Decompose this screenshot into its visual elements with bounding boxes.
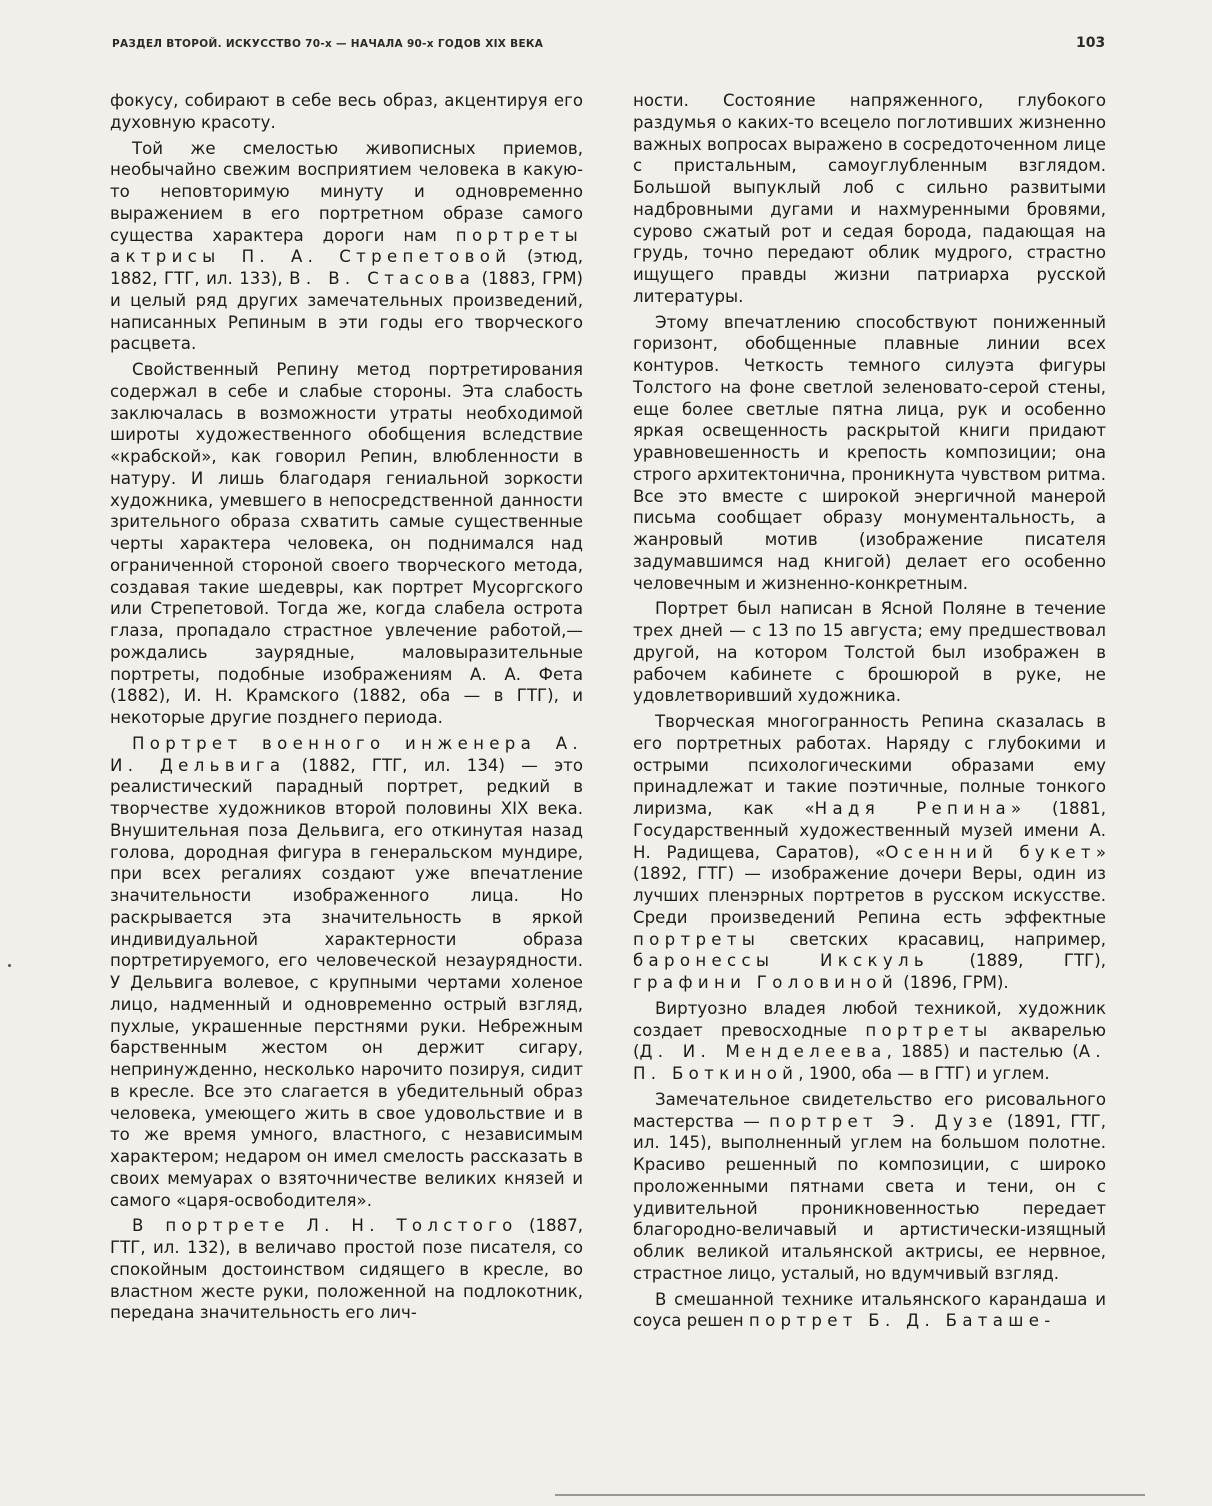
- paragraph: [633, 90, 1106, 308]
- paragraph: [110, 359, 583, 729]
- paragraph: [110, 733, 583, 1212]
- scan-speck: [8, 964, 11, 967]
- bottom-rule: [555, 1494, 1145, 1496]
- text-run: акварелью (: [633, 1020, 1107, 1062]
- text-run: светских красавиц, например,: [760, 929, 1106, 949]
- spaced-emphasis: Надя Репина: [814, 799, 1011, 818]
- text-run: » (1881, Государственный художественный музей имени А. Н. Радищева, Саратов), «: [633, 799, 1106, 862]
- paragraph: [633, 598, 1106, 707]
- spaced-emphasis: баронессы Икскуль: [633, 951, 930, 971]
- spaced-emphasis: портрет Б. Д. Баташе-: [748, 1311, 1056, 1331]
- spaced-emphasis: А. П. Боткиной: [633, 1042, 1106, 1083]
- spaced-emphasis: В портрете Л. Н. Толстого: [132, 1216, 518, 1236]
- spaced-emphasis: Д. И. Менделеева: [639, 1042, 887, 1062]
- text-run: » (1892, ГТГ) — изображение дочери Веры, один из лучших пленэрных портретов в русском искусстве. Среди произведений Репина есть эффектные: [633, 842, 1106, 927]
- spaced-emphasis: портрет Э. Дузе: [769, 1111, 998, 1131]
- text-run: Той же смелостью живописных приемов, необычайно свежим восприятием человека в какую-то неповторимую минуту и одновременно выражением в его портретном образе самого существа характера дороги нам: [110, 138, 583, 245]
- text-run: , 1900, оба — в ГТГ) и углем.: [798, 1064, 1050, 1083]
- text-run: Творческая многогранность Репина сказалась в его портретных работах. Наряду с глубокими и острыми психологическими образами ему принадлежат и такие поэтичные, полные тонкого лиризма, как «: [633, 712, 1106, 818]
- running-head: РАЗДЕЛ ВТОРОЙ. ИСКУССТВО 70-х — НАЧАЛА 90-х ГОДОВ XIX ВЕКА: [112, 38, 544, 50]
- paragraph: [633, 312, 1106, 595]
- text-run: (1889, ГТГ),: [929, 951, 1106, 971]
- paragraph: [110, 1215, 583, 1324]
- text-run: (этюд, 1882, ГТГ, ил. 133),: [110, 247, 583, 288]
- paragraph: [633, 1089, 1106, 1285]
- left-text-column: [110, 90, 583, 1328]
- spaced-emphasis: Осенний букет: [885, 842, 1096, 862]
- text-run: , 1885) и пастелью (: [886, 1042, 1079, 1062]
- right-text-column: [633, 90, 1106, 1336]
- text-run: Виртуозно владея любой техникой, художник создает превосходные: [633, 998, 1106, 1040]
- page-number: 103: [1076, 35, 1106, 51]
- text-run: (1896, ГРМ).: [897, 973, 1009, 992]
- spaced-emphasis: В. В. Стасова: [289, 269, 476, 288]
- paragraph: [110, 90, 583, 134]
- text-run: (1883, ГРМ) и целый ряд других замечательных произведений, написанных Репиным в эти годы его творческого расцвета.: [110, 269, 583, 354]
- text-run: (1891, ГТГ, ил. 145), выполненный углем на большом полотне. Красиво решенный по композиции, с широко проложенными пятнами света и тени, он с удивительной проникновенностью передает благородно-величавый и артистически-изящный облик великой итальянской актрисы, ее нервное, страстное лицо, усталый, но вдумчивый взгляд.: [633, 1111, 1106, 1283]
- spaced-emphasis: портреты: [633, 929, 761, 949]
- spaced-emphasis: портреты: [865, 1020, 993, 1040]
- text-run: Замечательное свидетельство его рисовального мастерства —: [633, 1089, 1106, 1131]
- text-run: фокусу, собирают в себе весь образ, акцентируя его духовную красоту.: [110, 91, 583, 132]
- text-run: (1887, ГТГ, ил. 132), в величаво простой позе писателя, со спокойным достоинством сидящего в кресле, во властном жесте руки, положенной на подлокотник, передана значительность его лич-: [110, 1216, 583, 1323]
- paragraph: [633, 1289, 1106, 1333]
- text-run: Свойственный Репину метод портретирования содержал в себе и слабые стороны. Эта слабость заключалась в возможности утраты необходимой широты художественного обобщения вследствие «крабской», как говорил Репин, влюбленности в натуру. И лишь благодаря гениальной зоркости художника, умевшего в непосредственной данности зрительного образа схватить самые существенные черты характера человека, он поднимался над ограниченной стороной своего творческого метода, создавая такие шедевры, как портрет Мусоргского или Стрепетовой. Тогда же, когда слабела острота глаза, пропадало страстное увлечение работой,— рождались заурядные, маловыразительные портреты, подобные изображениям А. А. Фета (1882), И. Н. Крамского (1882, оба — в ГТГ), и некоторые другие позднего периода.: [110, 360, 583, 727]
- paragraph: [110, 138, 583, 356]
- paragraph: [633, 711, 1106, 994]
- text-run: ности. Состояние напряженного, глубокого раздумья о каких-то всецело поглотивших жизненно важных вопросах выражено в сосредоточенном лице с пристальным, самоуглубленным взглядом. Большой выпуклый лоб с сильно развитыми надбровными дугами и нахмуренными бровями, сурово сжатый рот и седая борода, падающая на грудь, точно передают облик мудрого, страстно ищущего правды жизни патриарха русской литературы.: [633, 91, 1107, 306]
- text-run: Этому впечатлению способствуют пониженный горизонт, обобщенные плавные линии всех контуров. Четкость темного силуэта фигуры Толстого на фоне светлой зеленовато-серой стены, еще более светлые пятна лица, рук и особенно яркая освещенность раскрытой книги придают уравновешенность и крепость композиции; она строго архитектонична, проникнута чувством ритма. Все это вместе с широкой энергичной манерой письма сообщает образу монументальность, а жанровый мотив (изображение писателя задумавшимся над книгой) делает его особенно человечным и жизненно-конкретным.: [633, 312, 1106, 593]
- spaced-emphasis: графини Головиной: [633, 973, 898, 992]
- text-run: Портрет был написан в Ясной Поляне в течение трех дней — с 13 по 15 августа; ему предшествовал другой, на котором Толстой был изображен в рабочем кабинете с брошюрой в руке, не удовлетворивший художника.: [633, 599, 1106, 706]
- spaced-emphasis: портреты актрисы П. А. Стрепетовой: [110, 225, 583, 267]
- text-run: В смешанной технике итальянского карандаша и соуса решен: [633, 1289, 1106, 1331]
- spaced-emphasis: Портрет военного инженера А. И. Дельвига: [110, 733, 583, 775]
- text-run: (1882, ГТГ, ил. 134) — это реалистический парадный портрет, редкий в творчестве художников второй половины XIX века. Внушительная поза Дельвига, его откинутая назад голова, дородная фигура в генеральском мундире, при всех регалиях создают уже впечатление значительности изображенного лица. Но раскрывается эта значительность в яркой индивидуальной характерности образа портретируемого, его человеческой незаурядности. У Дельвига волевое, с крупными чертами холеное лицо, надменный и одновременно острый взгляд, пухлые, украшенные перстнями руки. Небрежным барственным жестом он держит сигару, непринужденно, несколько нарочито позируя, сидит в кресле. Все это слагается в убедительный образ человека, умеющего жить в свое удовольствие и в то же время умного, властного, с независимым характером; недаром он имел смелость рассказать в своих мемуарах о взяточничестве великих князей и самого «царя-освободителя».: [110, 755, 584, 1210]
- paragraph: [633, 998, 1106, 1085]
